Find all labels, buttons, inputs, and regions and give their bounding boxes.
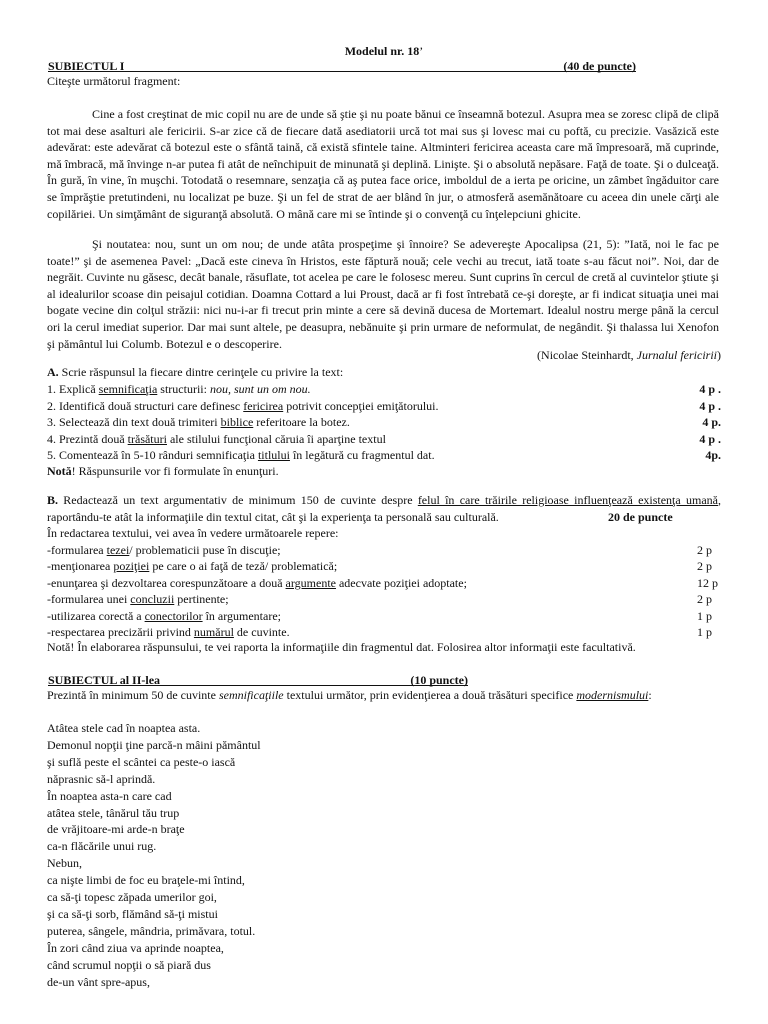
section-b-note: Notă! În elaborarea răspunsului, te vei raporta la informaţiile din fragmentul dat. Folosirea altor informaţii este facultativă. bbox=[47, 640, 636, 654]
criterion-points: 1 p bbox=[697, 608, 712, 623]
subject1-title: SUBIECTUL I bbox=[48, 59, 125, 73]
criterion-points: 1 p bbox=[697, 625, 712, 639]
section-b-criterion: -respectarea precizării privind numărul de cuvinte. 1 p bbox=[47, 625, 712, 639]
section-a-item: 2. Identifică două structuri care definesc fericirea potrivit concepţiei emiţătorului. 4 p . bbox=[47, 398, 721, 413]
poem-line: ca-n flăcările unui rug. bbox=[47, 839, 157, 854]
fragment-source: (Nicolae Steinhardt, Jurnalul fericirii) bbox=[537, 348, 721, 362]
poem-line: Demonul nopţii ţine parcă-n mâini pământul bbox=[47, 737, 261, 752]
section-b-points: 20 de puncte bbox=[608, 510, 673, 524]
criterion-points: 12 p bbox=[697, 575, 718, 590]
section-b-task: B. Redactează un text argumentativ de minimum 150 de cuvinte despre felul în care trăirile religioase influenţează existenţa umană, raportându-te atât la informaţiile din textul citat, cât şi la experienţa ta personală sau culturală. bbox=[47, 493, 721, 524]
fragment-paragraph-1: Cine a fost creştinat de mic copil nu are de unde să ştie şi nu poate bănui ce înseamnă botezul. Asupra mea se zoresc clipă de clipă tot mai dese asalturi ale fericirii. S-ar zice că de fiecare dată asediatorii urcă tot mai sus şi lovesc mai cu poftă, cu precizie. Vasăzică este adevărat: este adevărat că botezul este o sfântă taină, că există sfintele taine. Altminteri fericirea aceasta care mă împresoară, mă cuprinde, mă îmbracă, mă învinge n-ar putea fi atât de neînchipuit de minunată şi deplină. Linişte. Şi o absolută nepăsare. Faţă de toate. Şi o dulceaţă. În gură, în vine, în muşchi. Totodată o resemnare, senzaţia că aş putea face orice, imboldul de a ierta pe oricine, un zâmbet îngăduitor care se împrăştie pretutindeni, nu localizat pe buze. Şi un fel de strat de aer blând în jur, o atmosferă asemănătoare cu aceea din unele cărţi ale copilăriei. Un simţământ de siguranţă absolută. O mână care mi se întinde şi o convenţă cu înţelepciuni ghicite. bbox=[47, 107, 719, 221]
section-b-criterion: -utilizarea corectă a conectorilor în argumentare; 1 p bbox=[47, 608, 712, 623]
poem-line: atâtea stele, tânărul tău trup bbox=[47, 805, 180, 820]
poem-line: când scrumul nopţii o să piară dus bbox=[47, 957, 211, 972]
poem-line: În noaptea asta-n care cad bbox=[47, 788, 172, 803]
item-points: 4 p . bbox=[699, 398, 721, 413]
section-a-instruction: A. Scrie răspunsul la fiecare dintre cerinţele cu privire la text: bbox=[47, 365, 344, 379]
subject1-heading bbox=[48, 59, 636, 73]
subject2-points: (10 puncte) bbox=[410, 673, 468, 687]
criterion-points: 2 p bbox=[697, 559, 712, 574]
section-b-criterion: -formularea tezei/ problematicii puse în discuţie; 2 p bbox=[47, 543, 712, 557]
item-points: 4 p. bbox=[702, 415, 721, 430]
section-b-criterion: -formularea unei concluzii pertinente; 2 p bbox=[47, 592, 712, 607]
item-points: 4p. bbox=[705, 448, 721, 463]
section-a-note: Notă! Răspunsurile vor fi formulate în enunţuri. bbox=[47, 464, 279, 478]
poem-line: Nebun, bbox=[47, 856, 82, 871]
section-a-item: 4. Prezintă două trăsături ale stilului funcţional căruia îi aparţine textul 4 p . bbox=[47, 431, 721, 446]
section-b-criteria-intro: În redactarea textului, vei avea în vedere următoarele repere: bbox=[47, 526, 339, 540]
poem-line: şi ca să-ţi sorb, flămând să-ţi mistui bbox=[47, 906, 218, 921]
subject2-heading bbox=[48, 673, 468, 687]
criterion-points: 2 p bbox=[697, 592, 712, 607]
subject2-title: SUBIECTUL al II-lea bbox=[48, 673, 161, 687]
poem-line: În zori când ziua va aprinde noaptea, bbox=[47, 940, 224, 955]
item-points: 4 p . bbox=[699, 431, 721, 446]
poem-line: puterea, sângele, mândria, primăvara, totul. bbox=[47, 923, 256, 938]
poem-line: năprasnic să-l aprindă. bbox=[47, 771, 156, 786]
reading-intro: Citeşte următorul fragment: bbox=[47, 74, 181, 88]
section-b-criterion: -enunţarea şi dezvoltarea corespunzătoare a două argumente adecvate poziţiei adoptate; 12 p bbox=[47, 575, 718, 590]
model-title: Modelul nr. 18’ bbox=[344, 44, 424, 58]
criterion-points: 2 p bbox=[697, 543, 712, 557]
poem bbox=[47, 720, 261, 991]
poem-line: de-un vânt spre-apus, bbox=[47, 974, 150, 989]
subject1-points: (40 de puncte) bbox=[563, 59, 636, 73]
fragment-paragraph-2: Şi noutatea: nou, sunt un om nou; de unde atâta prospeţime şi înnoire? Se adevereşte Apocalipsa (21, 5): ”Iată, noi le fac pe toate!” şi de asemenea Pavel: „Dacă este cineva în Hristos, este făptură nouă; cele vechi au trecut, iată toate s-au făcut noi”. Noi, dar de negrăit. Cuvinte nu găsesc, decât banale, răsuflate, tot acelea pe care le folosesc mereu. Sunt cuprins în cercul de cretă al cuvintelor ştiute şi al idealurilor scoase din peisajul cotidian. Doamna Cottard a lui Proust, dacă ar fi fost întrebată ce-şi doreşte, ar fi indicat situaţia unei mai bogate vecine din colţul străzii: nici nu-i-ar fi trecut prin minte a cere să devină ducesa de Mortemart. Idealul nostru merge până la cercul ori la cerul imediat superior. Dar mai sunt altele, pe deasupra, nebănuite şi prin urmare de neformulat, de negândit. Şi thalassa lui Xenofon şi pământul lui Columb. Botezul e o descoperire. bbox=[47, 237, 719, 351]
poem-line: şi suflă peste el scântei ca peste-o iască bbox=[47, 754, 236, 769]
section-a-item: 5. Comentează în 5-10 rânduri semnificaţia titlului în legătură cu fragmentul dat. 4p. bbox=[47, 448, 721, 463]
poem-line: de vrăjitoare-mi arde-n braţe bbox=[47, 822, 185, 837]
subject2-requirement: Prezintă în minimum 50 de cuvinte semnificaţiile textului următor, prin evidenţierea a două trăsături specifice modernismului: bbox=[47, 688, 652, 702]
poem-line: ca să-ţi topesc zăpada umerilor goi, bbox=[47, 890, 217, 905]
section-a-item: 1. Explică semnificaţia structurii: nou, sunt un om nou. 4 p . bbox=[47, 382, 721, 396]
poem-line: Atâtea stele cad în noaptea asta. bbox=[47, 721, 201, 735]
poem-line: ca nişte limbi de foc eu braţele-mi întind, bbox=[47, 873, 245, 888]
section-a-item: 3. Selectează din text două trimiteri biblice referitoare la botez. 4 p. bbox=[47, 415, 721, 430]
item-points: 4 p . bbox=[699, 382, 721, 396]
section-b-criterion: -menţionarea poziţiei pe care o ai faţă de teză/ problematică; 2 p bbox=[47, 559, 712, 574]
